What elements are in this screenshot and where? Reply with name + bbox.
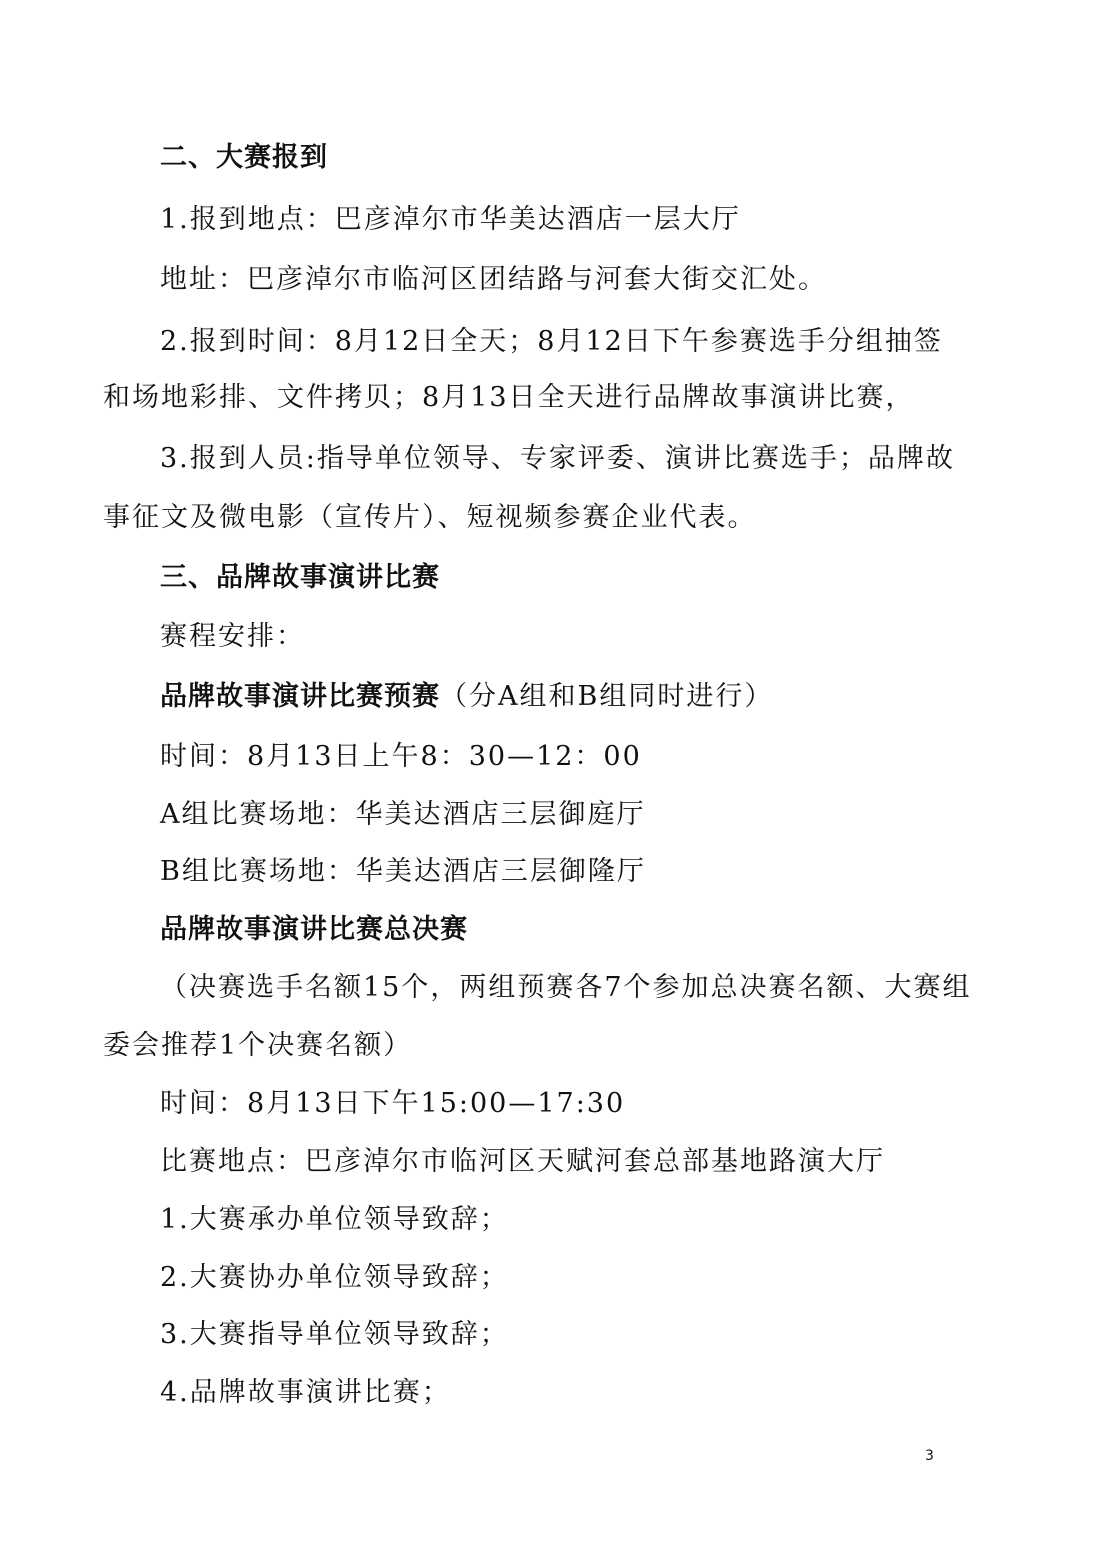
agenda-item: 3.大赛指导单位领导致辞；	[160, 1319, 509, 1350]
final-title: 品牌故事演讲比赛总决赛	[160, 914, 468, 945]
registration-people-line-2: 事征文及微电影（宣传片）、短视频参赛企业代表。	[103, 502, 757, 533]
prelim-note: （分A组和B组同时进行）	[440, 681, 774, 712]
agenda-item: 4.品牌故事演讲比赛；	[160, 1377, 451, 1408]
final-note-line-1: （决赛选手名额15个，两组预赛各7个参加总决赛名额、大赛组	[160, 972, 972, 1003]
registration-people-line-1: 3.报到人员:指导单位领导、专家评委、演讲比赛选手；品牌故	[160, 443, 955, 474]
prelim-row	[160, 680, 773, 714]
agenda-item: 2.大赛协办单位领导致辞；	[160, 1262, 509, 1293]
registration-address: 地址：巴彦淖尔市临河区团结路与河套大街交汇处。	[160, 264, 827, 295]
final-venue: 比赛地点：巴彦淖尔市临河区天赋河套总部基地路演大厅	[160, 1146, 885, 1177]
prelim-title: 品牌故事演讲比赛预赛	[160, 681, 440, 712]
schedule-label: 赛程安排：	[160, 621, 305, 652]
page-number: 3	[925, 1448, 934, 1464]
group-b-venue: B组比赛场地：华美达酒店三层御隆厅	[160, 856, 646, 887]
registration-time-line-2: 和场地彩排、文件拷贝；8月13日全天进行品牌故事演讲比赛，	[103, 382, 915, 413]
section-heading-registration: 二、大赛报到	[160, 142, 328, 173]
section-heading-speech-contest: 三、品牌故事演讲比赛	[160, 562, 440, 593]
group-a-venue: A组比赛场地：华美达酒店三层御庭厅	[160, 799, 646, 830]
registration-location: 1.报到地点：巴彦淖尔市华美达酒店一层大厅	[160, 204, 741, 235]
registration-time-line-1: 2.报到时间：8月12日全天；8月12日下午参赛选手分组抽签	[160, 326, 943, 357]
prelim-time: 时间：8月13日上午8：30—12：00	[160, 741, 642, 772]
final-time: 时间：8月13日下午15:00—17:30	[160, 1088, 626, 1119]
agenda-item: 1.大赛承办单位领导致辞；	[160, 1204, 509, 1235]
final-note-line-2: 委会推荐1个决赛名额）	[103, 1030, 413, 1061]
